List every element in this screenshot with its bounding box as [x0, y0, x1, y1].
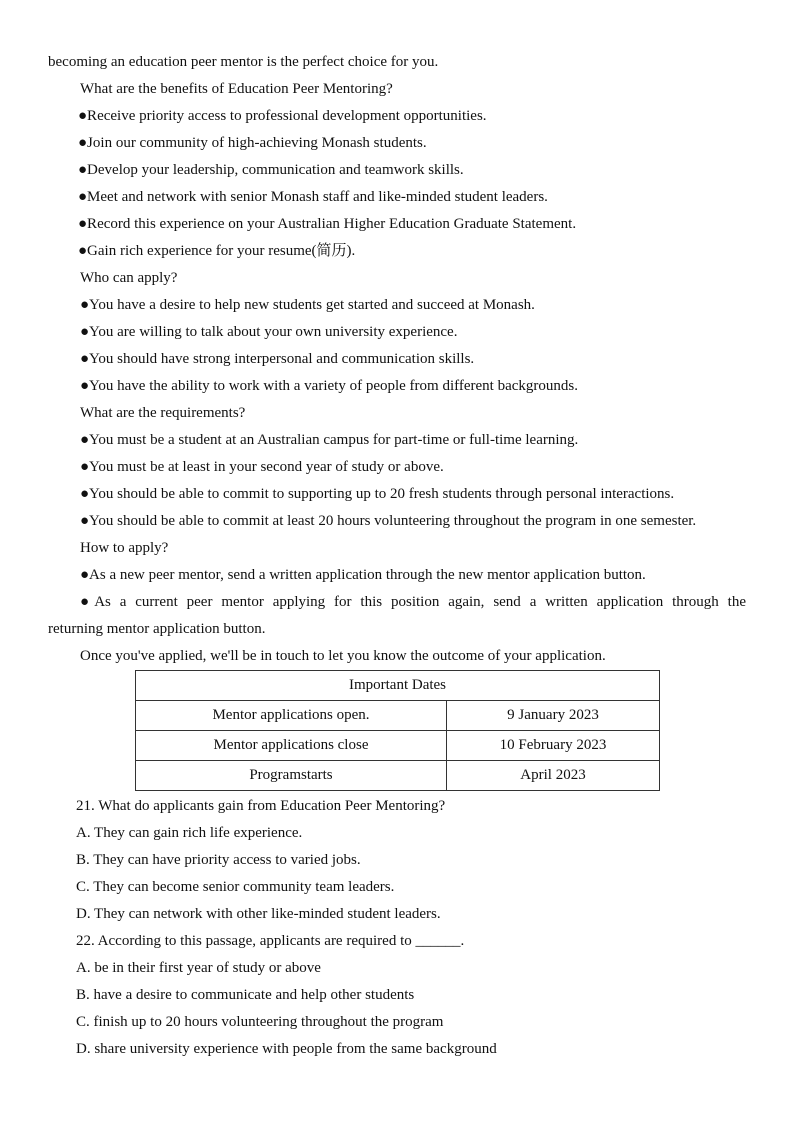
date-value-cell: 10 February 2023 [447, 731, 660, 761]
who-item: ●You have the ability to work with a variety of people from different backgrounds. [80, 378, 578, 394]
question-stem: 22. According to this passage, applicants are required to ______. [76, 933, 465, 949]
requirement-item: ●You should be able to commit at least 20 hours volunteering throughout the program in one semester. [80, 513, 697, 529]
how-item: ●As a new peer mentor, send a written application through the new mentor application button. [80, 567, 646, 583]
benefit-item: ●Receive priority access to professional development opportunities. [78, 108, 487, 124]
benefit-item: ●Gain rich experience for your resume(简历). [78, 243, 356, 259]
benefit-item: ●Develop your leadership, communication and teamwork skills. [78, 162, 464, 178]
date-label-cell: Mentor applications close [136, 731, 447, 761]
answer-option: A. be in their first year of study or above [76, 960, 321, 976]
how-heading: How to apply? [80, 540, 169, 556]
table-title: Important Dates [136, 671, 660, 701]
table-row [136, 731, 660, 761]
answer-option: C. finish up to 20 hours volunteering throughout the program [76, 1014, 444, 1030]
who-item: ●You should have strong interpersonal and communication skills. [80, 351, 475, 367]
answer-option: D. share university experience with people from the same background [76, 1041, 497, 1057]
benefit-item: ●Join our community of high-achieving Monash students. [78, 135, 427, 151]
date-label-cell: Programstarts [136, 761, 447, 791]
answer-option: B. have a desire to communicate and help other students [76, 987, 415, 1003]
question-stem: 21. What do applicants gain from Education Peer Mentoring? [76, 798, 446, 814]
date-label-cell: Mentor applications open. [136, 701, 447, 731]
intro-tail: becoming an education peer mentor is the perfect choice for you. [48, 54, 439, 70]
how-item: ●As a current peer mentor applying for this position again, send a written application through the [80, 594, 746, 610]
requirement-item: ●You should be able to commit to supporting up to 20 fresh students through personal interactions. [80, 486, 675, 502]
requirements-heading: What are the requirements? [80, 405, 246, 421]
requirement-item: ●You must be a student at an Australian campus for part-time or full-time learning. [80, 432, 579, 448]
answer-option: C. They can become senior community team leaders. [76, 879, 395, 895]
benefit-item: ●Record this experience on your Australian Higher Education Graduate Statement. [78, 216, 577, 232]
date-value-cell: April 2023 [447, 761, 660, 791]
answer-option: A. They can gain rich life experience. [76, 825, 303, 841]
benefits-heading: What are the benefits of Education Peer Mentoring? [80, 81, 393, 97]
answer-option: B. They can have priority access to varied jobs. [76, 852, 361, 868]
benefit-item: ●Meet and network with senior Monash staff and like-minded student leaders. [78, 189, 548, 205]
answer-option: D. They can network with other like-minded student leaders. [76, 906, 441, 922]
closing-note: Once you've applied, we'll be in touch to let you know the outcome of your application. [80, 648, 606, 664]
table-header-row [136, 671, 660, 701]
important-dates-table [135, 670, 660, 791]
who-item: ●You have a desire to help new students get started and succeed at Monash. [80, 297, 535, 313]
table-row [136, 761, 660, 791]
who-heading: Who can apply? [80, 270, 178, 286]
date-value-cell: 9 January 2023 [447, 701, 660, 731]
requirement-item: ●You must be at least in your second year of study or above. [80, 459, 444, 475]
table-row [136, 701, 660, 731]
how-item-continued: returning mentor application button. [48, 621, 266, 637]
who-item: ●You are willing to talk about your own university experience. [80, 324, 458, 340]
